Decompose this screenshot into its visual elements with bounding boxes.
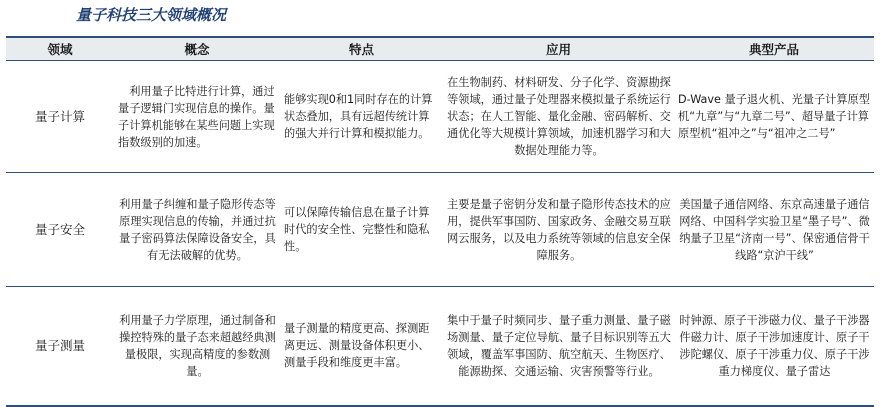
concept-cell: 利用量子纠缠和量子隐形传态等原理实现信息的传输，并通过抗量子密码算法保障设备安全，具有无法破解的优势。 bbox=[114, 173, 280, 287]
table-row bbox=[6, 287, 874, 406]
table-header-row bbox=[6, 37, 874, 61]
quantum-fields-table bbox=[6, 36, 874, 407]
feature-cell: 量子测量的精度更高、探测距离更远、测量设备体积更小、测量手段和维度更丰富。 bbox=[280, 287, 443, 406]
products-cell: D-Wave 量子退火机、光量子计算原型机“九章”与“九章二号”、超导量子计算原型机“祖冲之”与“祖冲之二号” bbox=[674, 61, 874, 173]
column-header-feature: 特点 bbox=[280, 37, 443, 61]
concept-cell: 利用量子力学原理，通过制备和操控特殊的量子态来超越经典测量极限，实现高精度的参数测量。 bbox=[114, 287, 280, 406]
field-cell: 量子测量 bbox=[6, 287, 114, 406]
column-header-field: 领域 bbox=[6, 37, 114, 61]
application-cell: 主要是量子密钥分发和量子隐形传态技术的应用，提供军事国防、国家政务、金融交易互联网云服务，以及电力系统等领域的信息安全保障服务。 bbox=[443, 173, 674, 287]
page-title: 量子科技三大领域概况 bbox=[76, 6, 227, 24]
table-row bbox=[6, 173, 874, 287]
column-header-application: 应用 bbox=[443, 37, 674, 61]
products-cell: 美国量子通信网络、东京高速量子通信网络、中国科学实验卫星“墨子号”、微纳量子卫星“济南一号”、保密通信骨干线路“京沪干线” bbox=[674, 173, 874, 287]
feature-cell: 能够实现0和1同时存在的计算状态叠加，具有远超传统计算的强大并行计算和模拟能力。 bbox=[280, 61, 443, 173]
application-cell: 在生物制药、材料研发、分子化学、资源勘探等领域，通过量子处理器来模拟量子系统运行状态；在人工智能、量化金融、密码解析、交通优化等大规模计算领域，加速机器学习和大数据处理能力等。 bbox=[443, 61, 674, 173]
table-row bbox=[6, 61, 874, 173]
field-cell: 量子计算 bbox=[6, 61, 114, 173]
field-cell: 量子安全 bbox=[6, 173, 114, 287]
application-cell: 集中于量子时频同步、量子重力测量、量子磁场测量、量子定位导航、量子目标识别等五大领域，覆盖军事国防、航空航天、生物医疗、能源勘探、交通运输、灾害预警等行业。 bbox=[443, 287, 674, 406]
column-header-products: 典型产品 bbox=[674, 37, 874, 61]
feature-cell: 可以保障传输信息在量子计算时代的安全性、完整性和隐私性。 bbox=[280, 173, 443, 287]
products-cell: 时钟源、原子干涉磁力仪、量子干涉器件磁力计、原子干涉加速度计、原子干涉陀螺仪、原子干涉重力仪、原子干涉重力梯度仪、量子雷达 bbox=[674, 287, 874, 406]
concept-cell: 利用量子比特进行计算，通过量子逻辑门实现信息的操作。量子计算机能够在某些问题上实现指数级别的加速。 bbox=[114, 61, 280, 173]
column-header-concept: 概念 bbox=[114, 37, 280, 61]
